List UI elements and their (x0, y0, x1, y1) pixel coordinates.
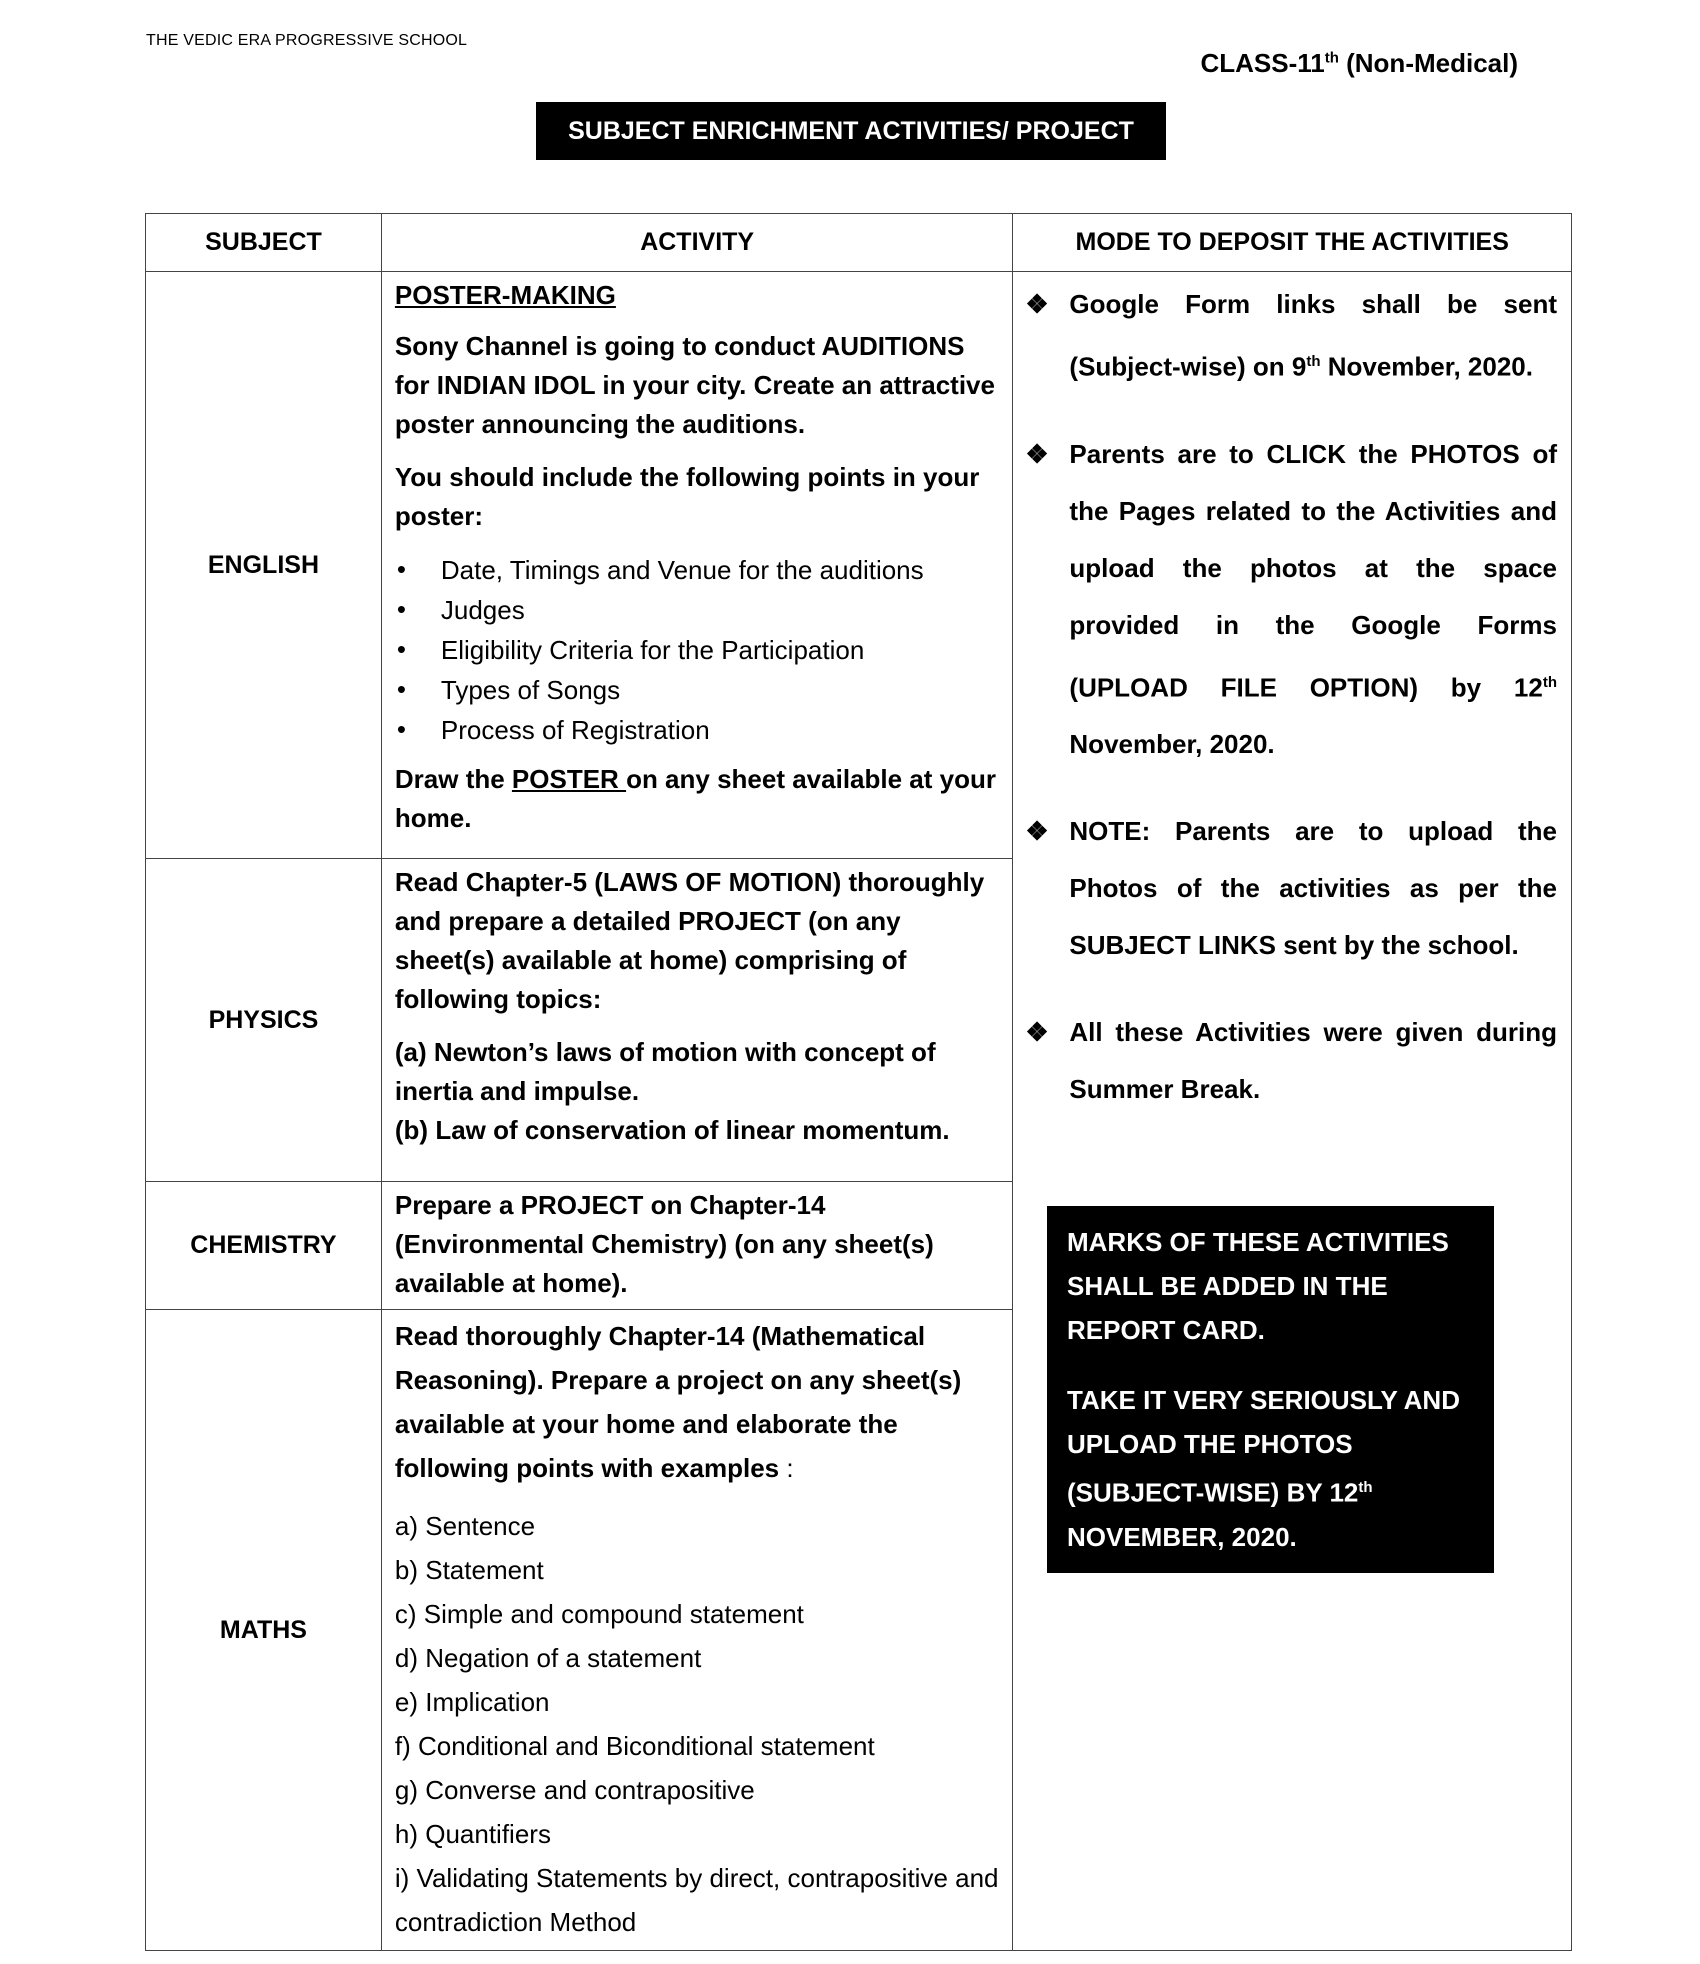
marks-line2-b: NOVEMBER, 2020. (1067, 1521, 1297, 1552)
english-points-list (395, 550, 1001, 750)
list-item: • Judges (395, 590, 1001, 630)
list-item: h) Quantifiers (394, 1819, 551, 1849)
maths-intro-tail: : (779, 1453, 794, 1483)
marks-notice-box (1047, 1206, 1494, 1573)
draw-prefix: Draw the (394, 764, 512, 794)
english-para1: Sony Channel is going to conduct AUDITIONS for INDIAN IDOL in your city. Create an attractive poster announcing the auditions. (394, 331, 995, 439)
subject-english: ENGLISH (146, 272, 382, 859)
school-name: THE VEDIC ERA PROGRESSIVE SCHOOL (146, 32, 468, 49)
maths-intro-bold: Read thoroughly Chapter-14 (Mathematical Reasoning). Prepare a project on any sheet(s) available at your home and elaborate the following points with examples (394, 1321, 962, 1483)
mode-cell (1013, 272, 1572, 1951)
mode-item3-text: NOTE: Parents are to upload the Photos of the activities as per the SUBJECT LINKS sent by the school. (1069, 816, 1557, 961)
mode-item-1 (1025, 276, 1557, 396)
english-draw-instruction (395, 760, 1001, 838)
marks-notice-line2 (1067, 1378, 1474, 1559)
page-title: SUBJECT ENRICHMENT ACTIVITIES/ PROJECT (536, 102, 1166, 160)
column-header-activity: ACTIVITY (381, 214, 1013, 272)
mode-item4-text: All these Activities were given during Summer Break. (1069, 1017, 1557, 1105)
list-item: • Date, Timings and Venue for the auditions (395, 550, 1001, 590)
maths-intro (395, 1314, 1001, 1490)
table-header-row (146, 214, 1572, 272)
activity-english (381, 272, 1013, 859)
subject-chemistry: CHEMISTRY (146, 1182, 382, 1310)
list-item: d) Negation of a statement (394, 1643, 702, 1673)
class-label (1200, 48, 1518, 79)
mode-item1-sup: th (1306, 353, 1321, 370)
physics-topic-b: (b) Law of conservation of linear momentum. (394, 1115, 950, 1145)
mode-item2-b: November, 2020. (1069, 729, 1275, 760)
mode-item1-a: Google Form links shall be sent (Subject-wise) on 9 (1069, 289, 1557, 382)
marks-line2-a: TAKE IT VERY SERIOUSLY AND UPLOAD THE PHOTOS (SUBJECT-WISE) BY 12 (1067, 1385, 1460, 1508)
subject-physics: PHYSICS (146, 859, 382, 1182)
mode-item2-a: Parents are to CLICK the PHOTOS of the Pages related to the Activities and upload the photos at the space provided in the Google Forms (UPLOAD FILE OPTION) by 12 (1069, 438, 1557, 703)
list-item: e) Implication (394, 1687, 550, 1717)
column-header-mode: MODE TO DEPOSIT THE ACTIVITIES (1013, 214, 1572, 272)
english-heading: POSTER-MAKING (394, 280, 616, 310)
list-item: c) Simple and compound statement (394, 1599, 804, 1629)
diamond-bullet-icon: ❖ (1025, 1017, 1049, 1048)
mode-item1-b: November, 2020. (1320, 351, 1533, 382)
english-para2: You should include the following points in your poster: (394, 462, 980, 531)
subject-maths: MATHS (146, 1310, 382, 1951)
list-item: • Eligibility Criteria for the Participation (395, 630, 1001, 670)
list-item: a) Sentence (394, 1511, 536, 1541)
column-header-subject: SUBJECT (146, 214, 382, 272)
mode-item-3 (1025, 803, 1557, 974)
diamond-bullet-icon: ❖ (1025, 816, 1049, 847)
activity-physics (381, 859, 1013, 1182)
list-item: • Types of Songs (395, 670, 1001, 710)
list-item: i) Validating Statements by direct, contrapositive and contradiction Method (394, 1863, 999, 1937)
list-item: • Process of Registration (395, 710, 1001, 750)
list-item: g) Converse and contrapositive (394, 1775, 755, 1805)
activity-chemistry: Prepare a PROJECT on Chapter-14 (Environmental Chemistry) (on any sheet(s) available at home). (381, 1182, 1013, 1310)
diamond-bullet-icon: ❖ (1025, 438, 1049, 469)
marks-line2-sup: th (1358, 1479, 1373, 1496)
marks-notice-line1: MARKS OF THESE ACTIVITIES SHALL BE ADDED IN THE REPORT CARD. (1067, 1227, 1449, 1345)
draw-suffix: on any sheet available at your home. (394, 764, 996, 833)
table-row-english (146, 272, 1572, 859)
activity-maths (381, 1310, 1013, 1951)
draw-underline: POSTER (511, 764, 627, 794)
mode-item-4 (1025, 1004, 1557, 1118)
diamond-bullet-icon: ❖ (1025, 289, 1049, 319)
list-item: b) Statement (394, 1555, 544, 1585)
class-prefix: CLASS-11 (1200, 48, 1325, 78)
physics-topic-a: (a) Newton’s laws of motion with concept of inertia and impulse. (394, 1037, 936, 1106)
physics-intro: Read Chapter-5 (LAWS OF MOTION) thoroughly and prepare a detailed PROJECT (on any sheet(s) available at home) comprising of following topics: (394, 867, 985, 1014)
mode-item2-sup: th (1542, 673, 1557, 691)
class-suffix: (Non-Medical) (1338, 48, 1518, 78)
list-item: f) Conditional and Biconditional statement (394, 1731, 875, 1761)
class-sup: th (1324, 49, 1339, 67)
activities-table (145, 213, 1572, 1951)
maths-points-list (395, 1504, 1001, 1944)
mode-item-2 (1025, 426, 1557, 774)
